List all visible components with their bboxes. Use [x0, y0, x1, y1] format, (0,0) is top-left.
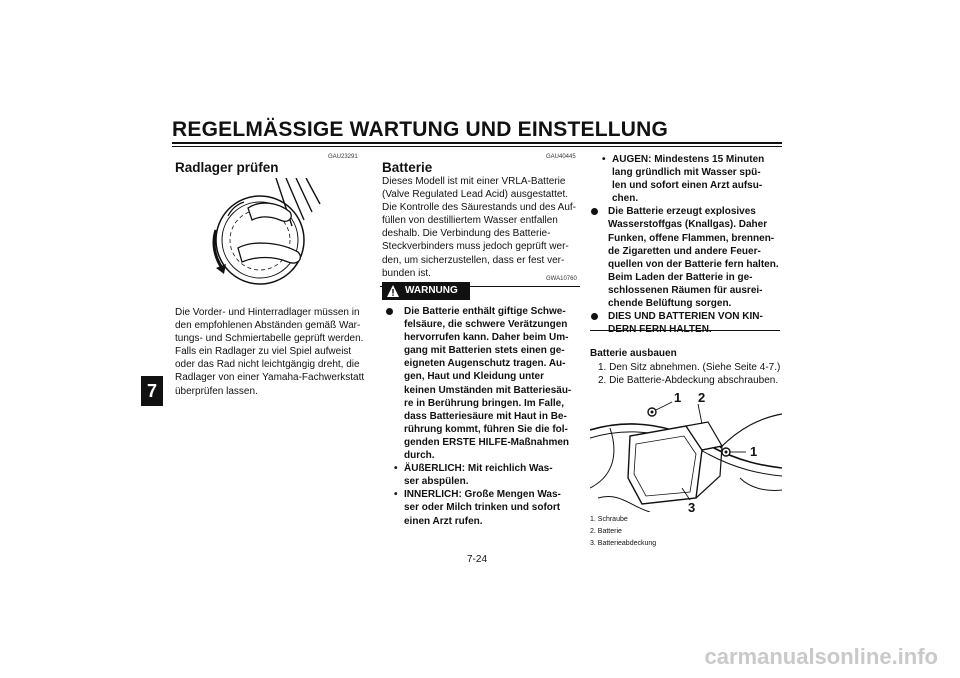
wheel-bearing-paragraph	[175, 306, 375, 398]
procedure-steps	[598, 361, 788, 387]
chapter-tab: 7	[141, 376, 163, 406]
caption-item: 3. Batterieabdeckung	[590, 540, 657, 547]
text-line: quellen von der Batterie fern halten.	[608, 258, 779, 270]
text-line: dass Batteriesäure mit Haut in Be-	[404, 410, 567, 422]
warning-badge	[382, 282, 470, 300]
warning-triangle-icon	[386, 284, 400, 298]
text-line: keinen Umständen mit Batteriesäu-	[404, 384, 572, 396]
text-line: gang mit Batterien stets einen ge-	[404, 345, 565, 357]
bullet-icon: •	[394, 489, 398, 501]
caption-item: 2. Batterie	[590, 528, 622, 535]
step-item: 2. Die Batterie-Abdeckung abschrauben.	[598, 375, 779, 387]
warning-label: WARNUNG	[405, 285, 458, 296]
warning-item	[590, 310, 785, 336]
text-line: chende Belüftung sorgen.	[608, 298, 732, 310]
text-line: den empfohlenen Abständen gemäß War-	[175, 320, 361, 332]
text-line: ÄUßERLICH: Mit reichlich Was-	[404, 463, 553, 475]
callout-2: 2	[698, 390, 706, 405]
first-aid-external	[367, 462, 592, 488]
text-line: genden ERSTE HILFE-Maßnahmen	[404, 436, 570, 448]
text-line: oder das Rad nicht leichtgängig dreht, die	[175, 359, 360, 371]
text-line: AUGEN: Mindestens 15 Minuten	[612, 154, 765, 165]
bullet-icon	[591, 313, 598, 320]
battery-removal-illustration	[590, 388, 782, 512]
text-line: tungs- und Schmiertabelle geprüft werden.	[175, 333, 364, 345]
warning-list-continued	[590, 153, 785, 336]
section-heading-wheel-bearings: Radlager prüfen	[175, 160, 279, 175]
figure-captions	[590, 514, 656, 550]
text-line: Wasserstoffgas (Knallgas). Daher	[608, 219, 768, 231]
section-code: GAU23291	[328, 154, 358, 160]
text-line: felsäure, die schwere Verätzungen	[404, 319, 568, 331]
text-line: den, um sicherzustellen, dass er fest ver-	[382, 254, 565, 266]
text-line: chen.	[612, 193, 639, 205]
text-line: DIES UND BATTERIEN VON KIN-	[608, 311, 763, 323]
text-line: eigneten Augenschutz tragen. Au-	[404, 358, 566, 370]
warning-item	[590, 205, 785, 310]
text-line: Funken, offene Flammen, brennen-	[608, 232, 775, 244]
text-line: Die Batterie enthält giftige Schwe-	[404, 306, 566, 317]
first-aid-internal	[367, 488, 592, 527]
page-number: 7-24	[467, 554, 488, 565]
text-line: Die Batterie erzeugt explosives	[608, 206, 756, 218]
first-aid-eyes	[590, 153, 785, 205]
text-line: Radlager von einer Yamaha-Fachwerkstatt	[175, 372, 365, 384]
text-line: deshalb. Die Verbindung des Batterie-	[382, 228, 551, 240]
text-line: schlossenen Räumen für ausrei-	[608, 284, 763, 296]
warning-end-rule	[590, 330, 780, 331]
section-heading-battery: Batterie	[382, 160, 433, 175]
text-line: de Zigaretten und andere Feuer-	[608, 245, 761, 257]
wheel-bearing-illustration	[208, 178, 328, 293]
text-line: (Valve Regulated Lead Acid) ausgestattet.	[382, 189, 569, 201]
text-line: füllen von destilliertem Wasser entfallen	[382, 215, 558, 227]
text-line: Beim Laden der Batterie in ge-	[608, 271, 753, 283]
step-item: 1. Den Sitz abnehmen. (Siehe Seite 4-7.)	[598, 362, 781, 373]
callout-1: 1	[674, 390, 682, 405]
text-line: Dieses Modell ist mit einer VRLA-Batterie	[382, 176, 566, 187]
header-rule	[172, 142, 782, 144]
text-line: durch.	[404, 450, 435, 462]
text-line: gen, Haut und Kleidung unter	[404, 371, 544, 383]
battery-paragraph	[382, 175, 582, 280]
text-line: überprüfen lassen.	[175, 385, 258, 397]
watermark: carmanualsonline.info	[704, 644, 938, 669]
callout-1-right: 1	[750, 444, 758, 459]
bullet-icon	[591, 208, 598, 215]
bullet-icon: •	[602, 154, 606, 165]
text-line: bunden ist.	[382, 267, 431, 279]
procedure-title: Batterie ausbauen	[590, 348, 677, 359]
text-line: Steckverbinders muss jedoch geprüft wer-	[382, 241, 569, 253]
text-line: Die Kontrolle des Säurestands und des Auf-	[382, 202, 577, 214]
text-line: re in Berührung bringen. Im Falle,	[404, 397, 565, 409]
bullet-icon	[386, 308, 393, 315]
text-line: DERN FERN HALTEN.	[608, 324, 712, 336]
text-line: len und sofort einen Arzt aufsu-	[612, 180, 763, 192]
header-rule-thin	[172, 146, 782, 147]
text-line: ser abspülen.	[404, 476, 469, 488]
warning-code: GWA10760	[546, 276, 577, 282]
page-title: REGELMÄSSIGE WARTUNG UND EINSTELLUNG	[172, 118, 669, 141]
text-line: INNERLICH: Große Mengen Was-	[404, 489, 561, 501]
text-line: rührung kommt, führen Sie die fol-	[404, 423, 568, 435]
text-line: einen Arzt rufen.	[404, 515, 483, 527]
text-line: Falls ein Radlager zu viel Spiel aufweist	[175, 346, 352, 358]
bullet-icon: •	[394, 463, 398, 475]
text-line: ser oder Milch trinken und sofort	[404, 502, 561, 514]
text-line: Die Vorder- und Hinterradlager müssen in	[175, 307, 360, 318]
warning-item	[382, 305, 592, 462]
text-line: hervorrufen kann. Daher beim Um-	[404, 332, 569, 344]
callout-3: 3	[688, 500, 696, 512]
warning-list	[382, 305, 592, 528]
caption-item: 1. Schraube	[590, 516, 628, 523]
section-code: GAU40445	[546, 154, 576, 160]
text-line: lang gründlich mit Wasser spü-	[612, 167, 761, 179]
